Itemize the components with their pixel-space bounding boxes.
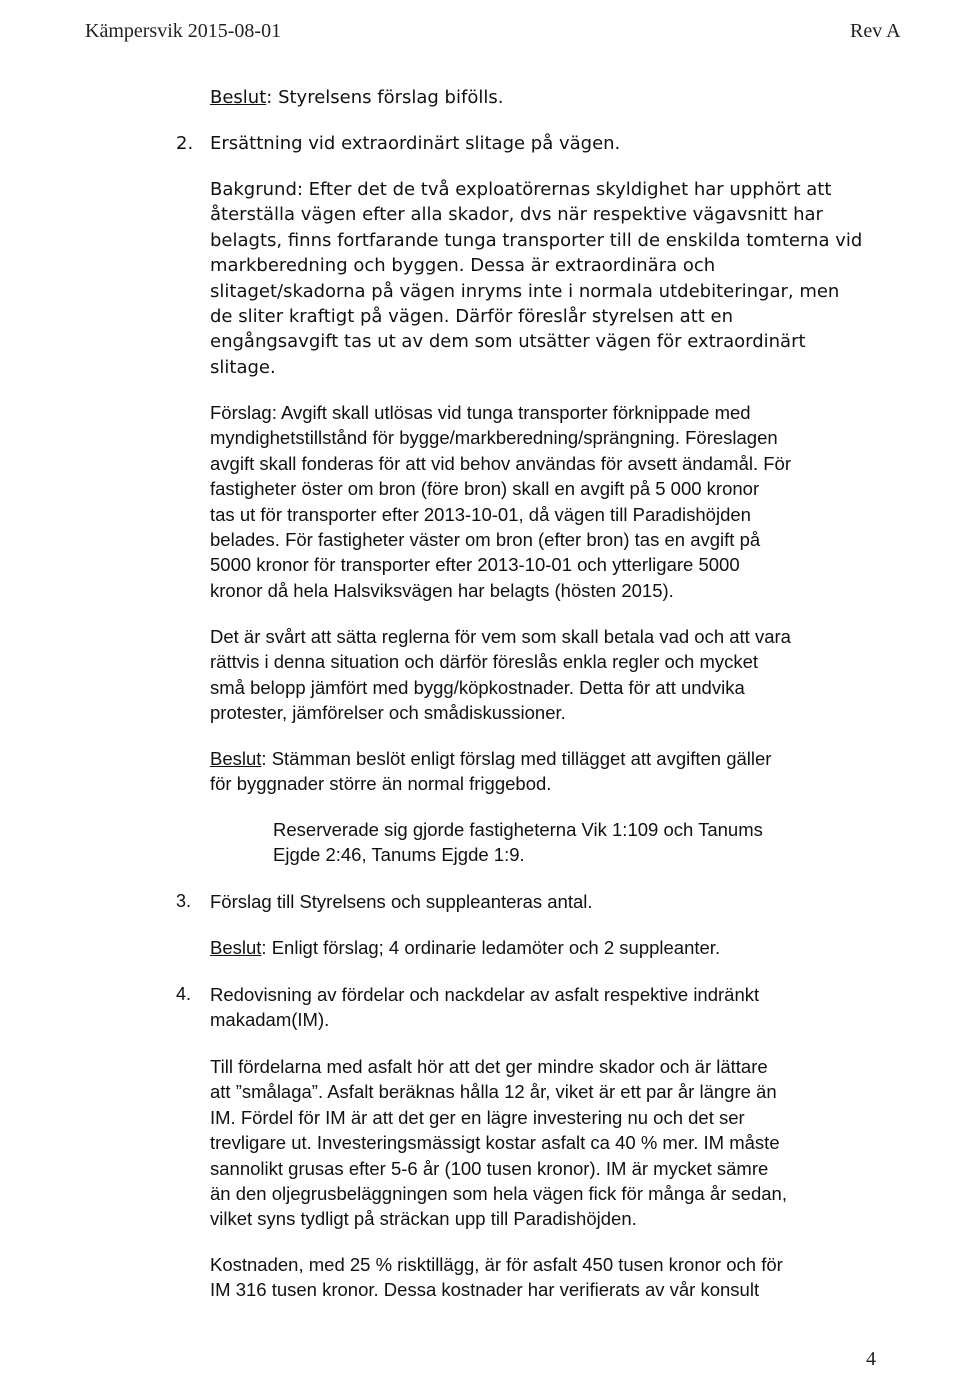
item-4-costs [210, 1252, 890, 1303]
paragraph-line: engångsavgift tas ut av dem som utsätter vägen för extraordinärt [210, 331, 806, 353]
paragraph-line: de sliter kraftigt på vägen. Därför föreslår styrelsen att en [210, 306, 734, 328]
header-revision: Rev A [850, 20, 901, 42]
item-3-number: 3. [176, 891, 192, 911]
paragraph-line: belagts, finns fortfarande tunga transporter till de enskilda tomterna vid [210, 229, 863, 251]
decision-text: : Enligt förslag; 4 ordinarie ledamöter och 2 suppleanter. [261, 937, 721, 958]
paragraph-line: markberedning och byggen. Dessa är extraordinära och [210, 255, 716, 277]
paragraph-line: Bakgrund: Efter det de två exploatörernas skyldighet har upphört att [210, 179, 832, 200]
paragraph-line: att ”smålaga”. Asfalt beräknas hålla 12 år, viket är ett par år längre än [210, 1081, 777, 1103]
item-2-reservation [273, 817, 873, 868]
decision-1 [210, 85, 890, 110]
page-number: 4 [866, 1348, 876, 1370]
paragraph-line: Förslag: Avgift skall utlösas vid tunga transporter förknippade med [210, 402, 751, 423]
paragraph-line: avgift skall fonderas för att vid behov användas för avsett ändamål. För [210, 452, 792, 474]
item-2-number: 2. [176, 133, 194, 154]
paragraph-line: makadam(IM). [210, 1009, 330, 1031]
paragraph-line: rättvis i denna situation och därför föreslås enkla regler och mycket [210, 651, 759, 673]
header-title: Kämpersvik 2015-08-01 [85, 20, 282, 42]
item-4-title [210, 982, 890, 1033]
paragraph-line: IM. Fördel för IM är att det ger en lägre investering nu och det ser [210, 1106, 745, 1128]
item-2-discussion [210, 624, 890, 726]
item-4-advantages [210, 1054, 890, 1232]
item-2-title: Ersättning vid extraordinärt slitage på vägen. [210, 133, 621, 154]
paragraph-line: för byggnader större än normal friggebod. [210, 773, 552, 795]
paragraph-line [210, 746, 890, 771]
paragraph-line: slitaget/skadorna på vägen inryms inte i normala utdebiteringar, men [210, 280, 840, 302]
item-2-proposal [210, 400, 890, 603]
paragraph-line: Redovisning av fördelar och nackdelar av asfalt respektive indränkt [210, 984, 760, 1005]
paragraph-line: protester, jämförelser och smådiskussioner. [210, 702, 566, 724]
item-4-number: 4. [176, 984, 192, 1004]
decision-label: Beslut [210, 937, 262, 958]
paragraph-line: Kostnaden, med 25 % risktillägg, är för asfalt 450 tusen kronor och för [210, 1254, 783, 1275]
paragraph-line: 5000 kronor för transporter efter 2013-10-01 och ytterligare 5000 [210, 554, 740, 576]
paragraph-line: Det är svårt att sätta reglerna för vem som skall betala vad och att vara [210, 626, 791, 647]
paragraph-line: IM 316 tusen kronor. Dessa kostnader har verifierats av vår konsult [210, 1279, 760, 1301]
paragraph-line: belades. För fastigheter väster om bron (efter bron) tas en avgift på [210, 529, 761, 551]
paragraph-line: myndighetstillstånd för bygge/markberedning/sprängning. Föreslagen [210, 427, 778, 449]
paragraph-line: Till fördelarna med asfalt hör att det ger mindre skador och är lättare [210, 1056, 768, 1077]
decision-text: : Styrelsens förslag bifölls. [266, 87, 504, 108]
paragraph-line: slitage. [210, 356, 276, 378]
paragraph-line: små belopp jämfört med bygg/köpkostnader. Detta för att undvika [210, 676, 745, 698]
item-2-background [210, 177, 890, 380]
paragraph-line: fastigheter öster om bron (före bron) skall en avgift på 5 000 kronor [210, 478, 760, 500]
paragraph-line: vilket syns tydligt på sträckan upp till Paradishöjden. [210, 1208, 637, 1230]
item-3-decision [210, 935, 890, 960]
paragraph-line: tas ut för transporter efter 2013-10-01, då vägen till Paradishöjden [210, 503, 751, 525]
paragraph-line: Reserverade sig gjorde fastigheterna Vik 1:109 och Tanums [273, 819, 763, 840]
paragraph-line: än den oljegrusbeläggningen som hela vägen fick för många år sedan, [210, 1183, 787, 1205]
decision-label: Beslut [210, 748, 262, 769]
item-3-title: Förslag till Styrelsens och suppleanteras antal. [210, 891, 593, 912]
decision-text: : Stämman beslöt enligt förslag med tillägget att avgiften gäller [261, 748, 772, 769]
paragraph-line: trevligare ut. Investeringsmässigt kostar asfalt ca 40 % mer. IM måste [210, 1132, 780, 1154]
paragraph-line: återställa vägen efter alla skador, dvs när respektive vägavsnitt har [210, 204, 823, 226]
paragraph-line: Ejgde 2:46, Tanums Ejgde 1:9. [273, 844, 525, 866]
item-2-decision [210, 746, 890, 797]
paragraph-line: kronor då hela Halsviksvägen har belagts (hösten 2015). [210, 579, 674, 601]
decision-label: Beslut [210, 87, 267, 108]
paragraph-line: sannolikt grusas efter 5-6 år (100 tusen kronor). IM är mycket sämre [210, 1157, 769, 1179]
